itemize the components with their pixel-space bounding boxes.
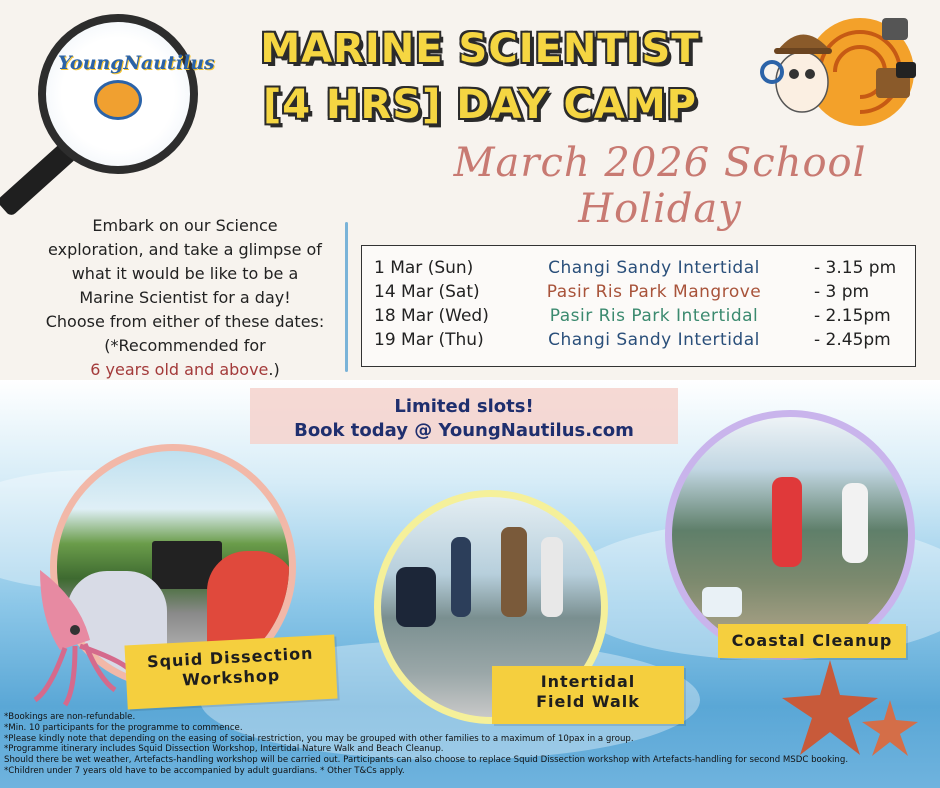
logo-text: YoungNautilus	[58, 52, 215, 74]
activity-label-line: Coastal Cleanup	[731, 631, 893, 650]
activity-label-line: Squid Dissection	[146, 643, 314, 672]
note-line: *Programme itinerary includes Squid Dissection Workshop, Intertidal Nature Walk and Beach Cleanup.	[4, 744, 444, 755]
schedule-place: Pasir Ris Park Mangrove	[546, 282, 762, 302]
trash-bag	[702, 587, 742, 617]
nautilus-icon	[94, 80, 142, 120]
schedule-time: - 2.15pm	[814, 306, 891, 326]
child-figure	[451, 537, 471, 617]
terms-notes	[4, 712, 934, 777]
schedule-time: - 2.45pm	[814, 330, 891, 350]
activity-label-cleanup	[718, 624, 906, 658]
child-figure	[541, 537, 563, 617]
intro-line: Embark on our Science	[92, 216, 278, 235]
promo-banner	[250, 388, 678, 444]
intro-line: Choose from either of these dates:	[45, 312, 325, 331]
schedule-place: Pasir Ris Park Intertidal	[549, 306, 759, 326]
intro-age-line	[20, 358, 350, 382]
intro-line: (*Recommended for	[104, 336, 266, 355]
divider	[345, 222, 348, 372]
note-line: Should there be wet weather, Artefacts-handling workshop will be carried out. Participants can also choose to replace Squid Dissection workshop with Artefacts-handling for second MSDC booking.	[4, 755, 849, 766]
activity-label-line: Intertidal	[540, 672, 636, 691]
schedule-row	[374, 258, 914, 282]
intro-line: what it would be like to be a	[71, 264, 299, 283]
schedule-row	[374, 306, 914, 330]
title-line-1: MARINE SCIENTIST	[260, 26, 700, 72]
schedule-date: 14 Mar (Sat)	[374, 282, 480, 302]
note-line: *Please kindly note that depending on the easing of social restriction, you may be grouped with other families to a maximum of 10pax in a group.	[4, 733, 634, 744]
adult-figure	[501, 527, 527, 617]
schedule-place: Changi Sandy Intertidal	[548, 330, 760, 350]
subtitle: March 2026 School Holiday	[453, 140, 867, 232]
squid-icon	[20, 560, 140, 710]
child-figure	[842, 483, 868, 563]
schedule-time: - 3 pm	[814, 282, 870, 302]
promo-line-1: Limited slots!	[394, 396, 534, 417]
intro-tail: .)	[268, 360, 280, 379]
activity-label-squid	[124, 635, 337, 710]
booking-link[interactable]: Book today @ YoungNautilus.com	[294, 420, 634, 441]
note-line: *Children under 7 years old have to be accompanied by adult guardians. * Other T&Cs apply.	[4, 765, 405, 776]
nautilus-explorer-mascot-icon	[760, 10, 920, 130]
intro-line: exploration, and take a glimpse of	[48, 240, 322, 259]
schedule-date: 1 Mar (Sun)	[374, 258, 474, 278]
schedule-time: - 3.15 pm	[814, 258, 897, 278]
schedule-date: 19 Mar (Thu)	[374, 330, 484, 350]
title-line-2: [4 HRS] DAY CAMP	[263, 82, 697, 128]
schedule-place: Changi Sandy Intertidal	[548, 258, 760, 278]
schedule-row	[374, 330, 914, 354]
coastal-cleanup-photo	[665, 410, 915, 660]
note-line: *Bookings are non-refundable.	[4, 712, 136, 722]
activity-label-line: Workshop	[181, 665, 281, 690]
schedule-table	[361, 245, 916, 367]
schedule-date: 18 Mar (Wed)	[374, 306, 489, 326]
activity-label-line: Field Walk	[536, 692, 640, 711]
child-figure	[772, 477, 802, 567]
intro-text	[20, 214, 350, 382]
age-recommendation: 6 years old and above	[90, 360, 269, 379]
guide-figure	[396, 567, 436, 627]
intro-line: Marine Scientist for a day!	[79, 288, 291, 307]
note-line: *Min. 10 participants for the programme to commence.	[4, 722, 243, 733]
schedule-row	[374, 282, 914, 306]
